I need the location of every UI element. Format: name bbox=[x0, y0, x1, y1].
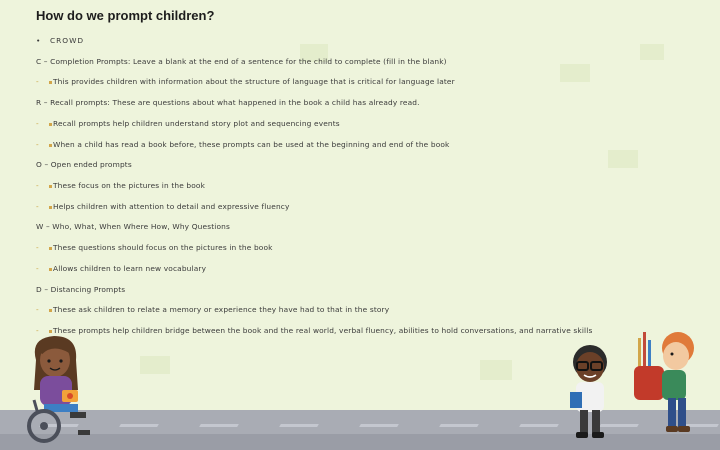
square-bullet-icon bbox=[49, 144, 52, 147]
section-heading-o: O – Open ended prompts bbox=[36, 160, 132, 169]
list-item bbox=[36, 305, 389, 314]
dash-marker: - bbox=[36, 77, 39, 86]
dash-marker: - bbox=[36, 119, 39, 128]
bg-block bbox=[608, 150, 638, 168]
list-item bbox=[36, 243, 273, 252]
girl-in-wheelchair-illustration bbox=[22, 330, 102, 445]
section-heading-d: D – Distancing Prompts bbox=[36, 285, 126, 294]
list-item bbox=[36, 77, 455, 86]
list-item bbox=[36, 202, 290, 211]
section-heading-c: C – Completion Prompts: Leave a blank at the end of a sentence for the child to complete (fill in the blank) bbox=[36, 57, 447, 66]
square-bullet-icon bbox=[49, 81, 52, 84]
dash-marker: - bbox=[36, 264, 39, 273]
road-stripe bbox=[439, 424, 479, 427]
acronym-line bbox=[36, 36, 84, 45]
list-item-text: When a child has read a book before, these prompts can be used at the beginning and end of the book bbox=[53, 140, 450, 149]
list-item-text: This provides children with information about the structure of language that is critical for language later bbox=[53, 77, 455, 86]
road-stripe bbox=[279, 424, 319, 427]
list-item-text: Allows children to learn new vocabulary bbox=[53, 264, 207, 273]
bg-block bbox=[140, 356, 170, 374]
dash-marker: - bbox=[36, 305, 39, 314]
list-item-text: Helps children with attention to detail and expressive fluency bbox=[53, 202, 290, 211]
acronym: CROWD bbox=[50, 36, 85, 45]
road-stripe bbox=[199, 424, 239, 427]
list-item-text: These questions should focus on the pictures in the book bbox=[53, 243, 273, 252]
square-bullet-icon bbox=[49, 268, 52, 271]
list-item bbox=[36, 181, 205, 190]
square-bullet-icon bbox=[49, 206, 52, 209]
bullet-dot: • bbox=[36, 36, 41, 45]
dash-marker: - bbox=[36, 181, 39, 190]
road-stripe bbox=[519, 424, 559, 427]
square-bullet-icon bbox=[49, 247, 52, 250]
boy-with-backpack-illustration bbox=[630, 318, 710, 443]
section-heading-r: R – Recall prompts: These are questions about what happened in the book a child has already read. bbox=[36, 98, 420, 107]
list-item bbox=[36, 140, 450, 149]
dash-marker: - bbox=[36, 202, 39, 211]
dash-marker: - bbox=[36, 326, 39, 335]
list-item bbox=[36, 119, 340, 128]
list-item bbox=[36, 326, 592, 335]
bg-block bbox=[640, 44, 664, 60]
square-bullet-icon bbox=[49, 185, 52, 188]
square-bullet-icon bbox=[49, 309, 52, 312]
list-item-text: These prompts help children bridge between the book and the real world, verbal fluency, abilities to hold conversations, and narrative skills bbox=[53, 326, 593, 335]
list-item bbox=[36, 264, 206, 273]
boy-with-glasses-illustration bbox=[560, 340, 620, 445]
square-bullet-icon bbox=[49, 123, 52, 126]
road-stripe bbox=[359, 424, 399, 427]
page-title: How do we prompt children? bbox=[36, 8, 215, 23]
bg-block bbox=[480, 360, 512, 380]
road-stripe bbox=[119, 424, 159, 427]
list-item-text: These ask children to relate a memory or experience they have had to that in the story bbox=[53, 305, 390, 314]
list-item-text: Recall prompts help children understand story plot and sequencing events bbox=[53, 119, 340, 128]
dash-marker: - bbox=[36, 140, 39, 149]
list-item-text: These focus on the pictures in the book bbox=[53, 181, 206, 190]
section-heading-w: W – Who, What, When Where How, Why Questions bbox=[36, 222, 230, 231]
dash-marker: - bbox=[36, 243, 39, 252]
bg-block bbox=[560, 64, 590, 82]
